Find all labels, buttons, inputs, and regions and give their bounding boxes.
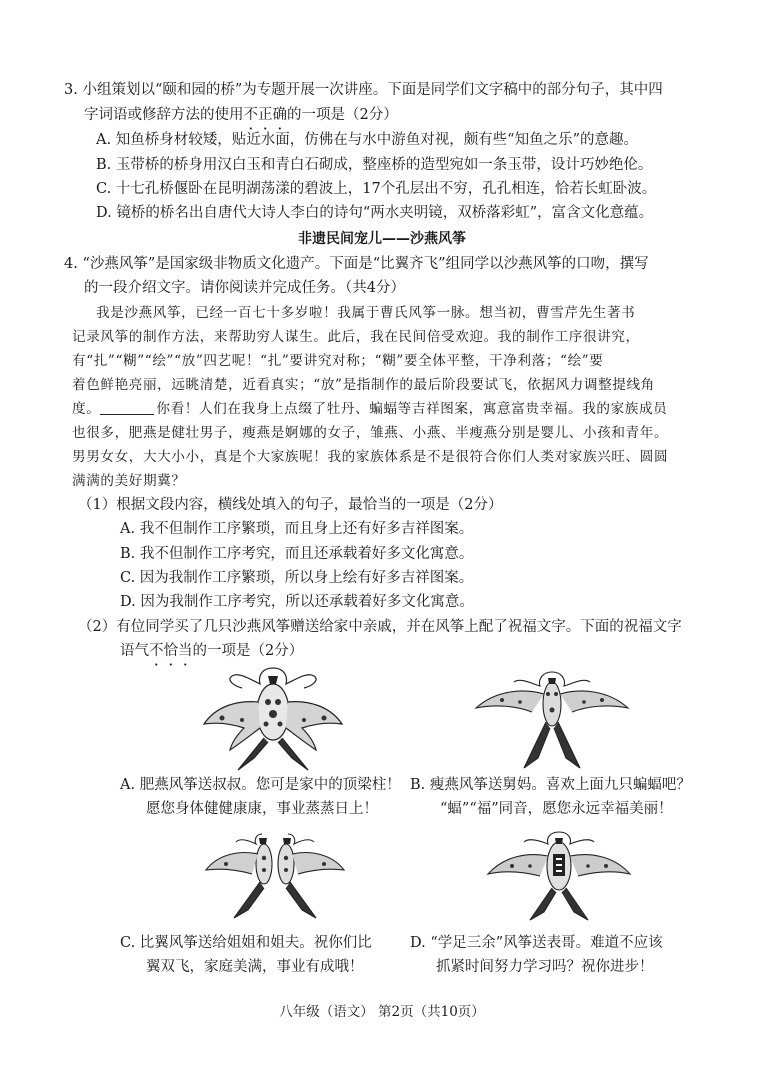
q4-para-line5-prefix: 度。 — [72, 401, 101, 417]
q4-sub2-option-a-line2: 愿您身体健健康康，事业蒸蒸日上！ — [146, 801, 378, 817]
q4-para-line6: 也很多，肥燕是健壮男子，瘦燕是婀娜的女子，雏燕、小燕、半瘦燕分别是婴儿、小孩和青年。 — [72, 425, 669, 441]
q4-sub2-option-b-line1: B. 瘦燕风筝送舅妈。喜欢上面九只蝙蝠吧？ — [410, 777, 691, 793]
section-title: 非遗民间宠儿——沙燕风筝 — [298, 231, 466, 247]
q4-sub2-neg-char-2: 恰 — [163, 643, 178, 659]
q3-neg-char-3: 确 — [272, 107, 287, 123]
q4-sub2-option-d-line1: D. “学足三余”风筝送表哥。难道不应该 — [410, 935, 663, 951]
q4-para-line7: 男男女女，大大小小，真是个大家族呢！我的家族体系是不是很符合你们人类对家族兴旺、圆圆 — [72, 449, 669, 465]
q4-sub2-neg-char-1: 不 — [149, 643, 164, 659]
double-swallow-kite-icon — [200, 828, 350, 922]
q3-option-d: D. 镜桥的桥名出自唐代大诗人李白的诗句“两水夹明镜，双桥落彩虹”，富含文化意蕴。 — [96, 205, 654, 221]
q4-sub2-stem-line2 — [120, 641, 303, 661]
fill-in-blank — [100, 400, 154, 415]
q4-sub2-option-c-line2: 翼双飞，家庭美满，事业有成哦！ — [146, 959, 364, 975]
q4-para-line8: 满满的美好期冀？ — [72, 473, 186, 489]
q4-sub1-option-a: A. 我不但制作工序繁琐，而且身上还有好多吉祥图案。 — [120, 521, 474, 537]
q3-neg-char-2: 正 — [258, 107, 273, 123]
q3-stem-tail: 的一项是（2分） — [287, 107, 398, 123]
scholar-swallow-kite-icon — [484, 826, 634, 922]
q4-sub1-option-d: D. 因为我制作工序考究，所以还承载着好多文化寓意。 — [120, 594, 474, 610]
q4-sub2-option-d-line2: 抓紧时间努力学习吗？祝你进步！ — [436, 959, 654, 975]
q4-sub2-option-a-line1: A. 肥燕风筝送叔叔。您可是家中的顶梁柱！ — [120, 777, 401, 793]
fat-swallow-kite-icon — [198, 662, 348, 772]
q4-para-line2: 记录风筝的制作方法，来帮助穷人谋生。此后，我在民间倍受欢迎。我的制作工序很讲究， — [72, 329, 640, 345]
q3-stem-line1: 3. 小组策划以“颐和园的桥”为专题开展一次讲座。下面是同学们文字稿中的部分句子，其中四 — [64, 82, 663, 98]
q3-option-b: B. 玉带桥的桥身用汉白玉和青白石砌成，整座桥的造型宛如一条玉带，设计巧妙绝伦。 — [96, 157, 653, 173]
q4-sub2-stem-tail: 的一项是（2分） — [192, 643, 304, 659]
page-footer: 八年级（语文） 第2页（共10页） — [279, 1004, 485, 1020]
q4-sub1-stem: （1）根据文段内容，横线处填入的句子，最恰当的一项是（2分） — [78, 497, 503, 513]
q4-sub2-option-c-line1: C. 比翼风筝送给姐姐和姐夫。祝你们比 — [120, 935, 372, 951]
q4-sub1-option-b: B. 我不但制作工序考究，而且还承载着好多文化寓意。 — [120, 546, 474, 562]
q4-para-line1: 我是沙燕风筝，已经一百七十多岁啦！我属于曹氏风筝一脉。想当初，曹雪芹先生著书 — [96, 305, 636, 321]
q4-para-line3: 有“扎”“糊”“绘”“放”四艺呢！“扎”要讲究对称；“糊”要全体平整，干净利落；“绘”要 — [72, 353, 604, 369]
q4-para-line5-text: 你看！人们在我身上点缀了牡丹、蝙蝠等吉祥图案，寓意富贵幸福。我的家族成员 — [156, 401, 668, 417]
q3-stem-text: 字词语或修辞方法的使用 — [84, 107, 244, 123]
q4-sub2-stem-text: 语气 — [120, 643, 149, 659]
q4-stem-line2: 的一段介绍文字。请你阅读并完成任务。（共4分） — [84, 280, 405, 296]
q3-option-c: C. 十七孔桥偃卧在昆明湖荡漾的碧波上，17个孔层出不穷，孔孔相连，恰若长虹卧波。 — [96, 181, 657, 197]
q4-para-line4: 着色鲜艳亮丽，远眺清楚，近看真实；“放”是指制作的最后阶段要试飞，依据风力调整提线角 — [72, 377, 655, 393]
q4-sub1-option-c: C. 因为我制作工序繁琐，所以身上绘有好多吉祥图案。 — [120, 570, 474, 586]
thin-swallow-kite-icon — [472, 664, 632, 772]
q4-para-line5 — [72, 399, 667, 419]
q3-neg-char-1: 不 — [243, 107, 258, 123]
q4-stem-line1: 4. “沙燕风筝”是国家级非物质文化遗产。下面是“比翼齐飞”组同学以沙燕风筝的口吻，撰写 — [64, 256, 649, 272]
q3-option-a: A. 知鱼桥身材较矮，贴近水面，仿佛在与水中游鱼对视，颇有些“知鱼之乐”的意趣。 — [96, 132, 639, 148]
q4-sub2-neg-char-3: 当 — [178, 643, 193, 659]
q3-stem-line2 — [84, 105, 398, 125]
q4-sub2-option-b-line2: “蝠”“福”同音，愿您永远幸福美丽！ — [440, 801, 673, 817]
q4-sub2-stem-line1: （2）有位同学买了几只沙燕风筝赠送给家中亲戚，并在风筝上配了祝福文字。下面的祝福文字 — [78, 619, 682, 635]
